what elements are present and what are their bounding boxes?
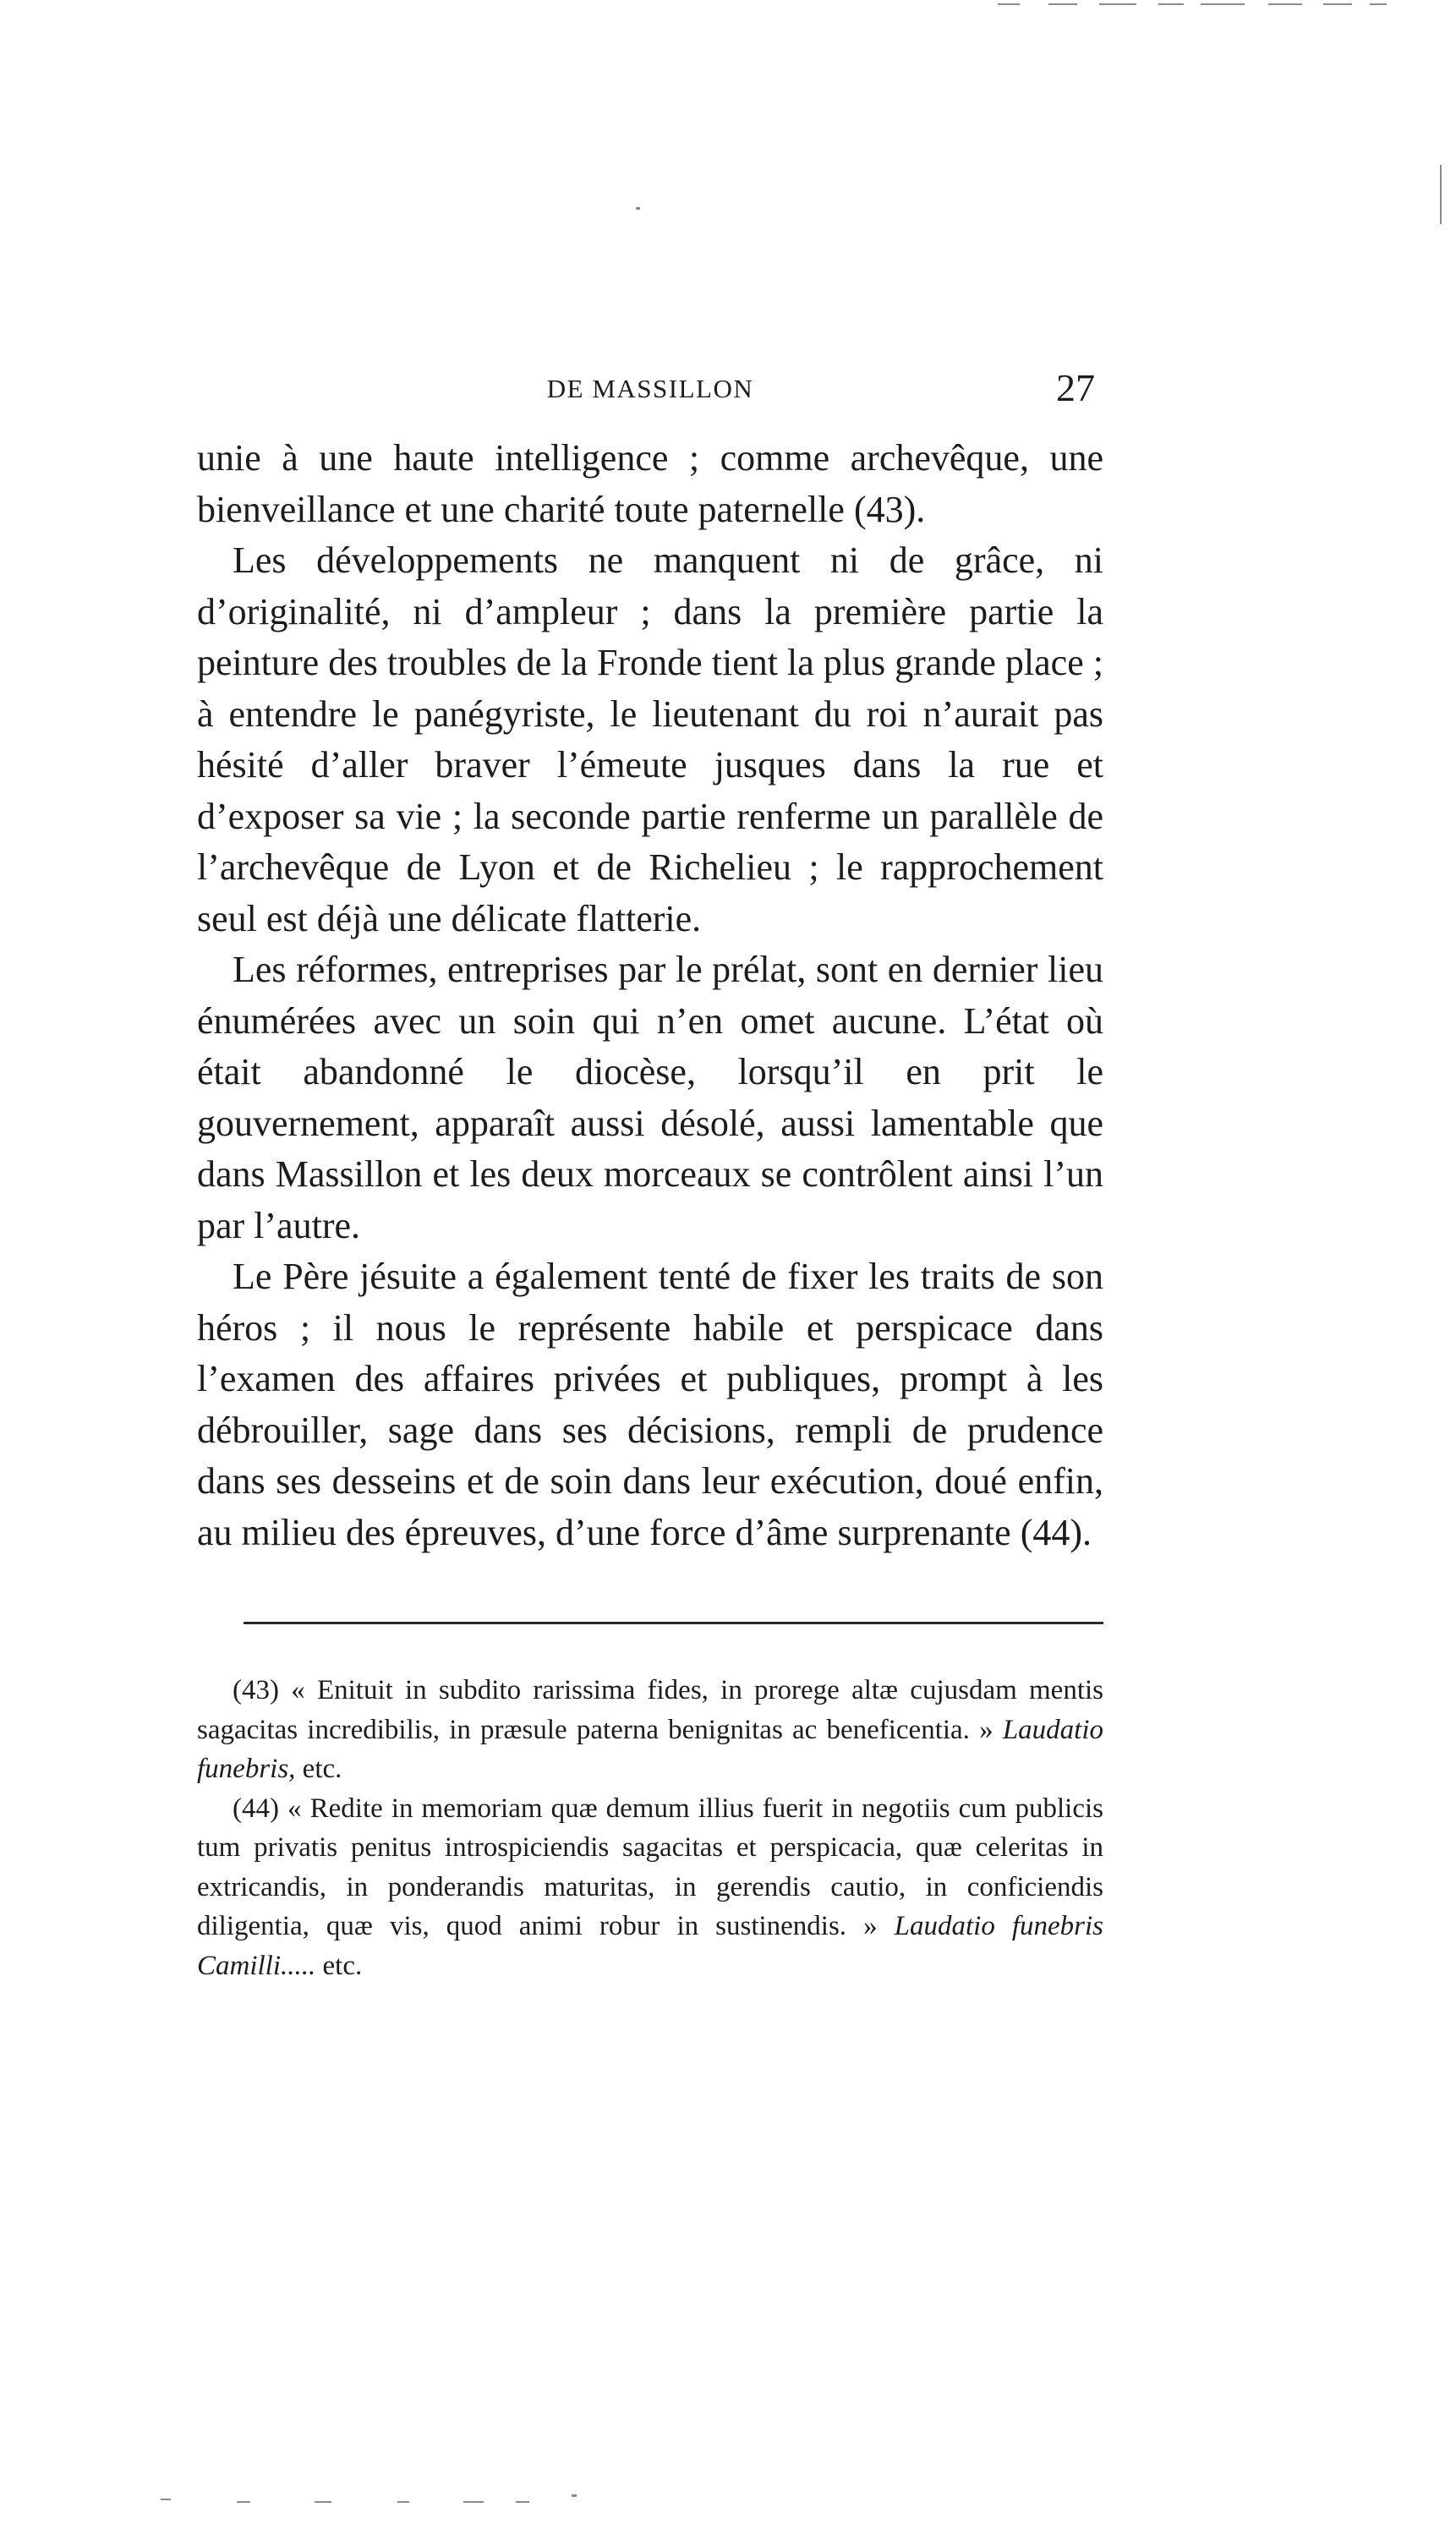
body-text [197, 433, 1103, 1558]
paragraph: unie à une haute intelligence ; comme archevêque, une bienveillance et une charité toute paternelle (43). [197, 437, 1103, 530]
footnote-44 [197, 1789, 1103, 1986]
footnote-suffix: etc. [302, 1754, 342, 1784]
running-title: DE MASSILLON [546, 374, 754, 403]
footnote-citation: Laudatio funebris Camilli..... [197, 1911, 1104, 1981]
footnote-separator-rule [244, 1622, 1103, 1624]
paragraph: Les réformes, entreprises par le prélat, sont en dernier lieu énumérées avec un soin qui n’en omet aucune. L’état où était abandonné le diocèse, lorsqu’il en prit le gouvernement, apparaît aussi désolé, aussi lamentable que dans Massillon et les deux morceaux se contrôlent ainsi l’un par l’autre. [197, 949, 1103, 1246]
footnote-suffix: etc. [322, 1950, 363, 1981]
running-head [197, 365, 1103, 416]
paragraph: Le Père jésuite a également tenté de fixer les traits de son héros ; il nous le représente habile et perspicace dans l’examen des affaires privées et publiques, prompt à les débrouiller, sage dans ses décisions, rempli de prudence dans ses desseins et de soin dans leur exécution, doué enfin, au milieu des épreuves, d’une force d’âme surprenante (44). [197, 1256, 1103, 1553]
footnote-43 [197, 1671, 1103, 1789]
paragraph: Les développements ne manquent ni de grâce, ni d’originalité, ni d’ampleur ; dans la première partie la peinture des troubles de la Fronde tient la plus grande place ; à entendre le panégyriste, le lieutenant du roi n’aurait pas hésité d’aller braver l’émeute jusques dans la rue et d’exposer sa vie ; la seconde partie renferme un parallèle de l’archevêque de Lyon et de Richelieu ; le rapprochement seul est déjà une délicate flatterie. [197, 539, 1103, 939]
footnote-text: (43) « Enituit in subdito rarissima fides, in prorege altæ cujusdam mentis sagacitas incredibilis, in præsule paterna benignitas ac beneficentia. » [197, 1675, 1103, 1745]
footnotes [197, 1671, 1103, 1985]
footnote-text: (44) « Redite in memoriam quæ demum illius fuerit in negotiis cum publicis tum privatis penitus introspiciendis sagacitas et perspicacia, quæ celeritas in extricandis, in ponderandis maturitas, in gerendis cautio, in conficiendis diligentia, quæ vis, quod animi robur in sustinendis. » [197, 1793, 1103, 1941]
footnote-citation: Laudatio funebris, [197, 1714, 1104, 1784]
page-number: 27 [1056, 366, 1095, 409]
